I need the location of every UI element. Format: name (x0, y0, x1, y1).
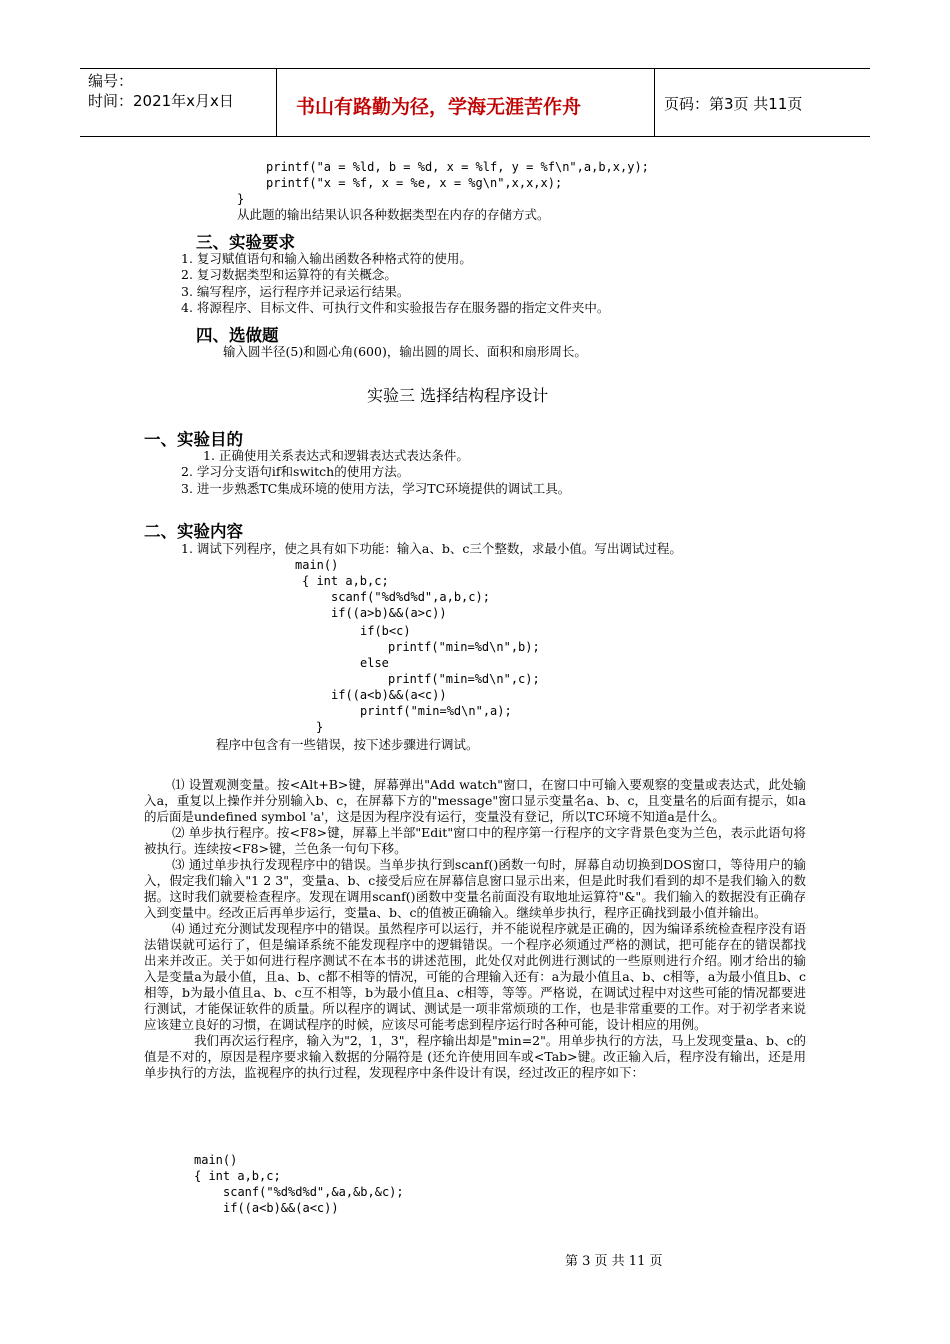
code-line: printf("x = %f, x = %e, x = %g\n",x,x,x); (266, 176, 563, 190)
content-item-1: 1. 调试下列程序，使之具有如下功能：输入a、b、c三个整数，求最小值。写出调试过程。 (181, 541, 682, 556)
code-line: main() (194, 1153, 238, 1167)
debug-steps (144, 777, 806, 1081)
code-line: printf("min=%d\n",c); (388, 672, 540, 686)
code-line: if((a<b)&&(a<c)) (331, 688, 447, 702)
section-heading-requirements: 三、实验要求 (196, 233, 295, 252)
code-line: scanf("%d%d%d",a,b,c); (331, 590, 490, 604)
code-line: main() (295, 558, 339, 572)
step-paragraph: ⑴ 设置观测变量。按<Alt+B>键，屏幕弹出"Add watch"窗口，在窗口中可输入要观察的变量或表达式，此处输入a，重复以上操作并分别输入b、c，在屏幕下方的"message"窗口显示变量名a、b、c，且变量名的后面有提示，如a的后面是undefined symbol 'a'，这是因为程序没有运行，变量没有登记，所以TC环境不知道a是什么。 (144, 777, 806, 824)
code-line: { int a,b,c; (302, 574, 389, 588)
section-heading-optional: 四、选做题 (196, 326, 279, 345)
header-motto: 书山有路勤为径，学海无涯苦作舟 (296, 96, 582, 118)
code-line: printf("min=%d\n",a); (360, 704, 512, 718)
code-line: } (316, 720, 324, 734)
code-line: if(b<c) (360, 624, 411, 638)
experiment-title: 实验三 选择结构程序设计 (367, 386, 549, 405)
header-divider-right (654, 68, 655, 136)
list-item: 1. 复习赋值语句和输入输出函数各种格式符的使用。 (181, 251, 472, 266)
section-heading-content: 二、实验内容 (144, 522, 243, 541)
code-line: } (237, 192, 245, 206)
header-time-label: 时间：2021年x月x日 (88, 92, 234, 110)
step-paragraph: ⑶ 通过单步执行发现程序中的错误。当单步执行到scanf()函数一句时，屏幕自动切换到DOS窗口，等待用户的输入，假定我们输入"1 2 3"，变量a、b、c接受后应在屏幕信息窗口显示出来，但是此时我们看到的却不是我们输入的数据。这时我们就要检查程序。发现在调用scanf()函数中变量名前面没有取地址运算符"&"。我们输入的数据没有正确存入到变量中。经改正后再单步运行，变量a、b、c的值被正确输入。继续单步执行，程序正确找到最小值并输出。 (144, 857, 806, 920)
after-code-note: 程序中包含有一些错误，按下述步骤进行调试。 (216, 737, 479, 752)
header-number-label: 编号： (88, 72, 134, 90)
list-item: 1. 正确使用关系表达式和逻辑表达式表达条件。 (203, 448, 469, 463)
list-item: 3. 编写程序，运行程序并记录运行结果。 (181, 284, 410, 299)
section-heading-purpose: 一、实验目的 (144, 430, 243, 449)
code-line: else (360, 656, 389, 670)
header-top-border (80, 68, 870, 69)
step-paragraph: ⑵ 单步执行程序。按<F8>键，屏幕上半部"Edit"窗口中的程序第一行程序的文字背景色变为兰色，表示此语句将被执行。连续按<F8>键，兰色条一句句下移。 (144, 825, 806, 856)
code-line: scanf("%d%d%d",&a,&b,&c); (223, 1185, 404, 1199)
code-line: printf("a = %ld, b = %d, x = %lf, y = %f\n",a,b,x,y); (266, 160, 649, 174)
list-item: 3. 进一步熟悉TC集成环境的使用方法，学习TC环境提供的调试工具。 (181, 481, 571, 496)
list-item: 4. 将源程序、目标文件、可执行文件和实验报告存在服务器的指定文件夹中。 (181, 300, 610, 315)
code-line: if((a>b)&&(a>c)) (331, 606, 447, 620)
code-line: printf("min=%d\n",b); (388, 640, 540, 654)
code-line: if((a<b)&&(a<c)) (223, 1201, 339, 1215)
optional-task-text: 输入圆半径(5)和圆心角(600)，输出圆的周长、面积和扇形周长。 (223, 344, 587, 359)
top-note: 从此题的输出结果认识各种数据类型在内存的存储方式。 (237, 207, 550, 222)
header-bottom-border (80, 136, 870, 137)
page-footer: 第 3 页 共 11 页 (565, 1254, 663, 1269)
list-item: 2. 学习分支语句if和switch的使用方法。 (181, 464, 410, 479)
header-page-info: 页码：第3页 共11页 (664, 95, 803, 113)
code-line: { int a,b,c; (194, 1169, 281, 1183)
list-item: 2. 复习数据类型和运算符的有关概念。 (181, 267, 397, 282)
header-divider-left (276, 68, 277, 136)
step-paragraph: 我们再次运行程序，输入为"2，1，3"，程序输出却是"min=2"。用单步执行的方法，马上发现变量a、b、c的值是不对的，原因是程序要求输入数据的分隔符是 (还允许使用回车或<Tab>键。改正输入后，程序没有输出，还是用单步执行的方法，监视程序的执行过程，发现程序中条件设计有误，经过改正的程序如下： (144, 1033, 806, 1080)
step-paragraph: ⑷ 通过充分测试发现程序中的错误。虽然程序可以运行，并不能说程序就是正确的，因为编译系统检查程序没有语法错误就可运行了，但是编译系统不能发现程序中的逻辑错误。一个程序必须通过严格的测试，把可能存在的错误都找出来并改正。关于如何进行程序测试不在本书的讲述范围，此处仅对此例进行测试的一些原则进行介绍。刚才给出的输入是变量a为最小值，且a、b、c都不相等的情况，可能的合理输入还有：a为最小值且a、b、c相等，a为最小值且b、c相等，b为最小值且a、b、c互不相等，b为最小值且a、c相等，等等。严格说，在调试过程中对这些可能的情况都要进行测试，才能保证软件的质量。所以程序的调试、测试是一项非常烦琐的工作，也是非常重要的工作。对于初学者来说应该建立良好的习惯，在调试程序的时候，应该尽可能考虑到程序运行时各种可能，设计相应的用例。 (144, 921, 806, 1032)
